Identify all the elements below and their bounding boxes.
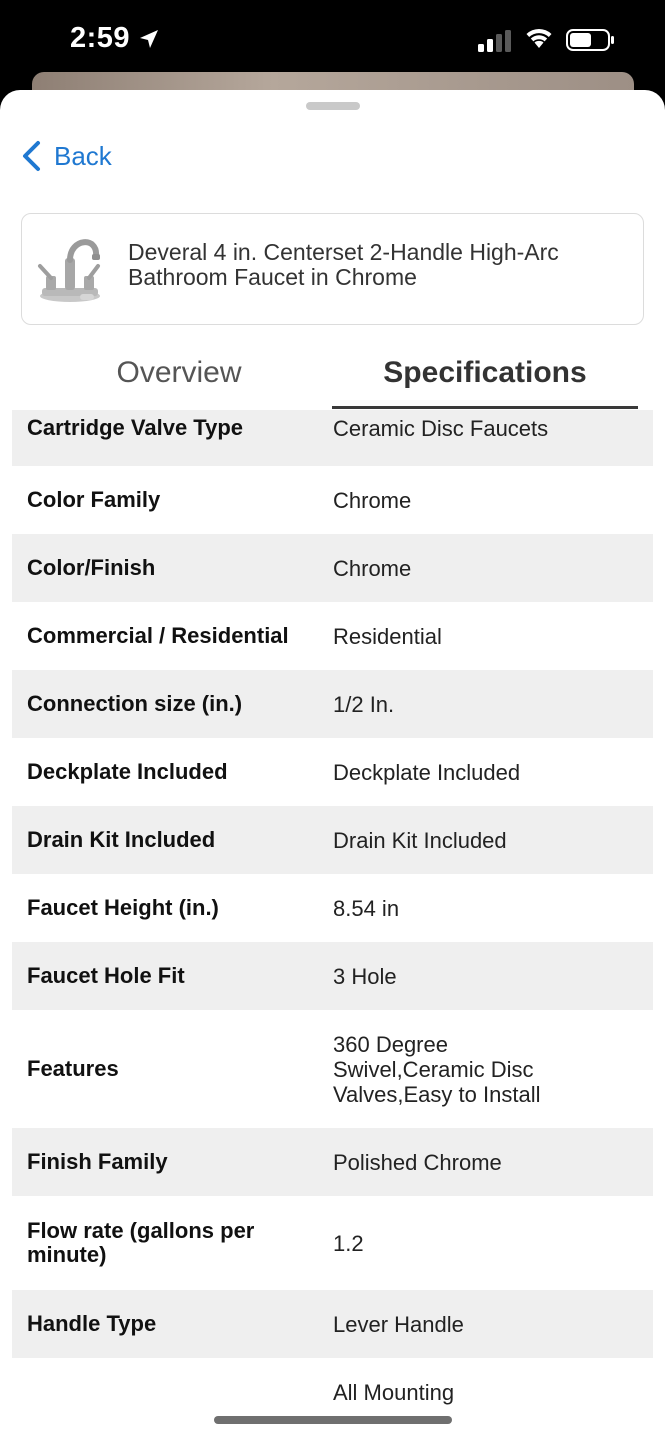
chevron-left-icon — [20, 140, 42, 172]
tab-overview[interactable]: Overview — [116, 356, 242, 389]
spec-row — [12, 874, 653, 942]
status-time: 2:59 — [70, 22, 131, 54]
spec-label: Commercial / Residential — [27, 623, 289, 648]
spec-row — [12, 410, 653, 466]
spec-label: Faucet Height (in.) — [27, 895, 219, 920]
spec-label: Connection size (in.) — [27, 691, 243, 716]
faucet-thumbnail — [34, 232, 104, 306]
spec-value: Ceramic Disc Faucets — [333, 416, 549, 441]
spec-label: Drain Kit Included — [27, 827, 216, 852]
sheet-grabber[interactable] — [306, 102, 360, 110]
spec-row — [12, 466, 653, 534]
spec-row — [12, 806, 653, 874]
spec-row — [12, 1358, 653, 1405]
spec-value: Chrome — [333, 487, 412, 513]
spec-label: Features — [27, 1056, 119, 1081]
spec-label: Faucet Hole Fit — [27, 963, 185, 988]
spec-row — [12, 942, 653, 1010]
specifications-sheet — [0, 90, 665, 1440]
spec-label: Cartridge Valve Type — [27, 415, 244, 440]
spec-row — [12, 738, 653, 806]
spec-value: 360 Degree Swivel,Ceramic Disc Valves,Easy to Install — [333, 1031, 541, 1107]
spec-value: Deckplate Included — [333, 759, 521, 785]
location-arrow-icon — [138, 28, 160, 50]
spec-row — [12, 1196, 653, 1290]
spec-value: Chrome — [333, 555, 412, 581]
spec-value: 3 Hole — [333, 963, 397, 989]
status-bar — [0, 0, 665, 80]
spec-value: Drain Kit Included — [333, 827, 507, 853]
cellular-signal-icon — [478, 30, 514, 52]
spec-row — [12, 670, 653, 738]
active-tab-indicator — [332, 406, 638, 409]
spec-label: Handle Type — [27, 1311, 157, 1336]
back-label: Back — [54, 140, 112, 171]
spec-row — [12, 1010, 653, 1128]
spec-value: 1.2 — [333, 1230, 364, 1256]
wifi-icon — [524, 26, 554, 50]
home-indicator[interactable] — [214, 1416, 452, 1424]
battery-icon — [566, 28, 616, 52]
spec-row — [12, 602, 653, 670]
spec-value: 8.54 in — [333, 895, 400, 921]
spec-value: Polished Chrome — [333, 1149, 502, 1175]
tab-bar — [0, 340, 665, 410]
spec-row — [12, 1290, 653, 1358]
spec-label: Color/Finish — [27, 555, 156, 580]
spec-label: Deckplate Included — [27, 759, 228, 784]
spec-value: 1/2 In. — [333, 691, 395, 717]
spec-row — [12, 1128, 653, 1196]
spec-value: Residential — [333, 623, 442, 649]
spec-row — [12, 534, 653, 602]
specifications-table — [12, 410, 653, 1405]
product-title: Deveral 4 in. Centerset 2-Handle High-Arc Bathroom Faucet in Chrome — [128, 239, 559, 290]
tab-specifications[interactable]: Specifications — [383, 356, 587, 389]
back-button[interactable] — [20, 136, 112, 176]
spec-value: All Mounting — [333, 1380, 455, 1405]
spec-label: Flow rate (gallons per minute) — [27, 1218, 255, 1267]
spec-value: Lever Handle — [333, 1311, 464, 1337]
spec-label: Finish Family — [27, 1149, 168, 1174]
spec-label: Color Family — [27, 487, 161, 512]
product-card[interactable] — [21, 213, 644, 325]
